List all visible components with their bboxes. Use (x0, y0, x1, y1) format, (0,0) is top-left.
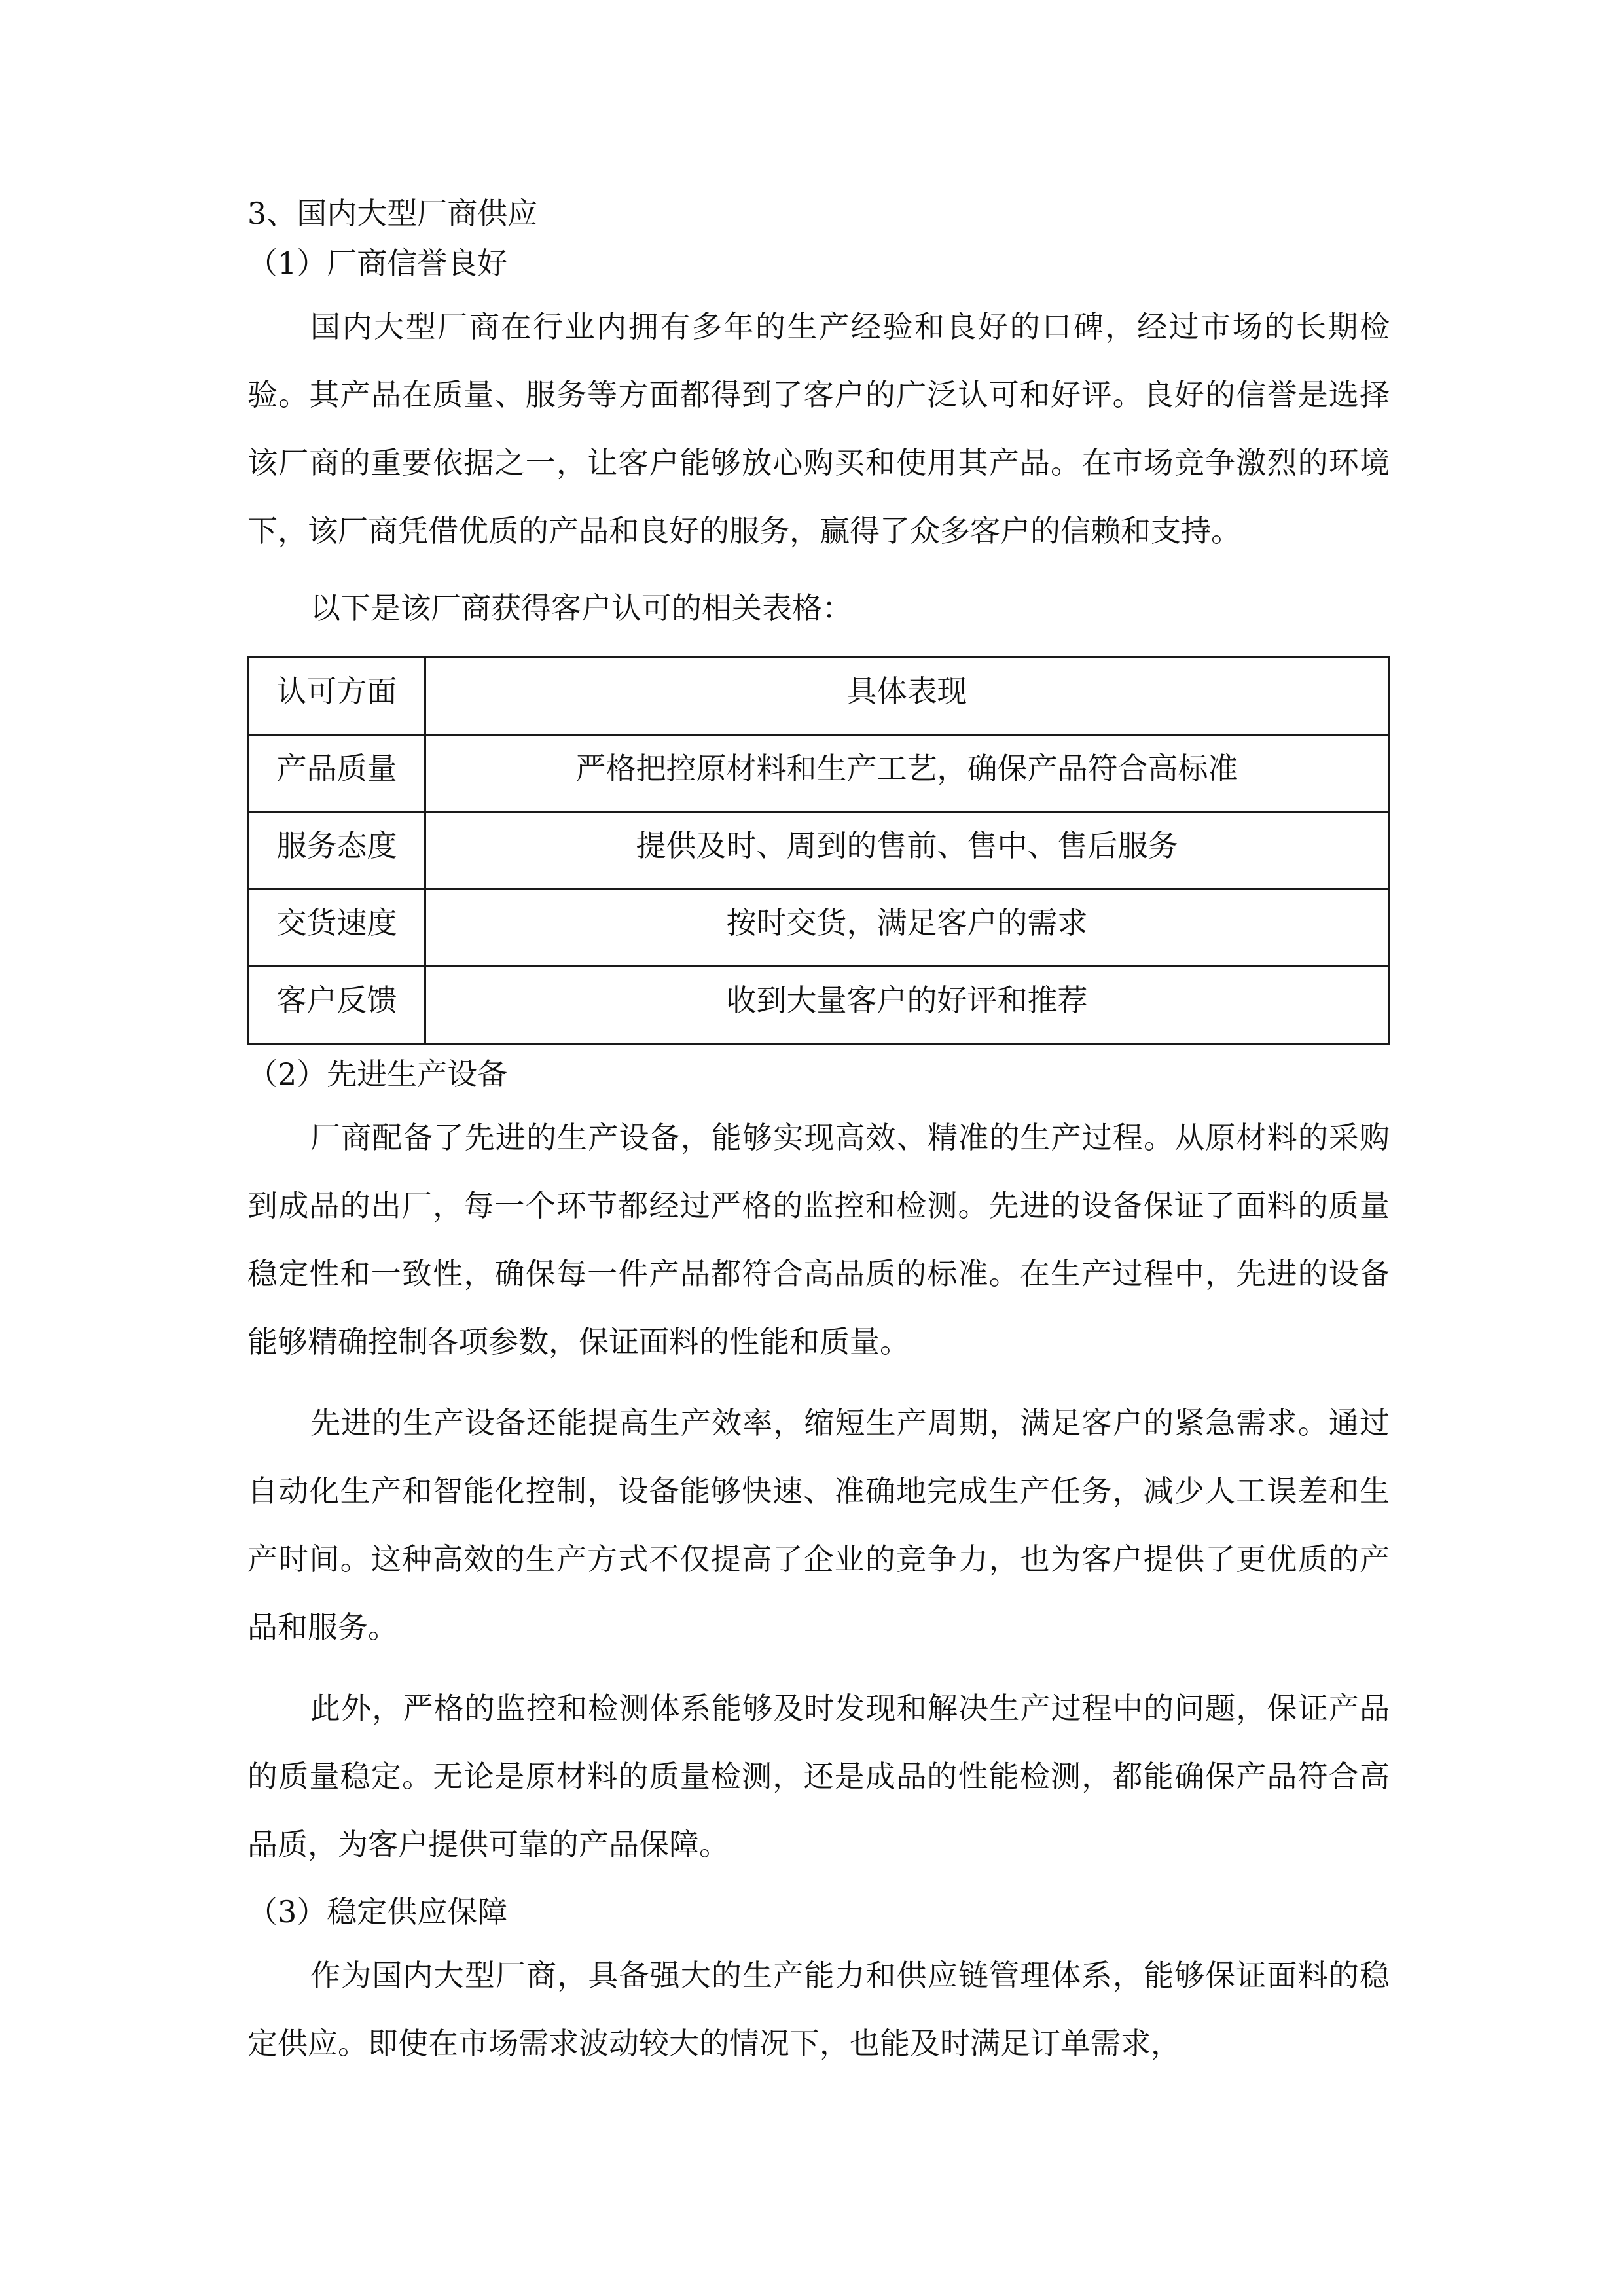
table-header-row (249, 658, 1389, 735)
approval-table (247, 656, 1390, 1045)
table-row (249, 889, 1389, 967)
part3-title: （3）稳定供应保障 (247, 1894, 508, 1929)
table-cell-detail: 按时交货，满足客户的需求 (425, 889, 1389, 967)
document-body (247, 193, 1390, 2077)
table-cell-aspect: 交货速度 (249, 889, 425, 967)
table-header-cell: 认可方面 (249, 658, 425, 735)
table-cell-aspect: 产品质量 (249, 735, 425, 812)
part1-paragraph-1: 国内大型厂商在行业内拥有多年的生产经验和良好的口碑，经过市场的长期检验。其产品在质量、服务等方面都得到了客户的广泛认可和好评。良好的信誉是选择该厂商的重要依据之一，让客户能够放心购买和使用其产品。在市场竞争激烈的环境下，该厂商凭借优质的产品和良好的服务，赢得了众多客户的信赖和支持。 (247, 309, 1390, 548)
table-row (249, 735, 1389, 812)
table-cell-aspect: 服务态度 (249, 812, 425, 889)
table-cell-detail: 收到大量客户的好评和推荐 (425, 967, 1389, 1044)
part2-title: （2）先进生产设备 (247, 1056, 508, 1092)
section-title: 3、国内大型厂商供应 (247, 196, 538, 231)
part2-paragraph-2: 先进的生产设备还能提高生产效率，缩短生产周期，满足客户的紧急需求。通过自动化生产和智能化控制，设备能够快速、准确地完成生产任务，减少人工误差和生产时间。这种高效的生产方式不仅提高了企业的竞争力，也为客户提供了更优质的产品和服务。 (247, 1405, 1390, 1645)
table-header-cell: 具体表现 (425, 658, 1389, 735)
part1-title: （1）厂商信誉良好 (247, 245, 508, 281)
table-intro: 以下是该厂商获得客户认可的相关表格： (310, 590, 852, 626)
part2-paragraph-3: 此外，严格的监控和检测体系能够及时发现和解决生产过程中的问题，保证产品的质量稳定。无论是原材料的质量检测，还是成品的性能检测，都能确保产品符合高品质，为客户提供可靠的产品保障。 (247, 1691, 1390, 1862)
part2-paragraph-1: 厂商配备了先进的生产设备，能够实现高效、精准的生产过程。从原材料的采购到成品的出厂，每一个环节都经过严格的监控和检测。先进的设备保证了面料的质量稳定性和一致性，确保每一件产品都符合高品质的标准。在生产过程中，先进的设备能够精确控制各项参数，保证面料的性能和质量。 (247, 1120, 1390, 1359)
table-row (249, 967, 1389, 1044)
table-row (249, 812, 1389, 889)
table-cell-detail: 提供及时、周到的售前、售中、售后服务 (425, 812, 1389, 889)
part3-paragraph-1: 作为国内大型厂商，具备强大的生产能力和供应链管理体系，能够保证面料的稳定供应。即使在市场需求波动较大的情况下，也能及时满足订单需求， (247, 1958, 1390, 2061)
table-cell-detail: 严格把控原材料和生产工艺，确保产品符合高标准 (425, 735, 1389, 812)
table-cell-aspect: 客户反馈 (249, 967, 425, 1044)
